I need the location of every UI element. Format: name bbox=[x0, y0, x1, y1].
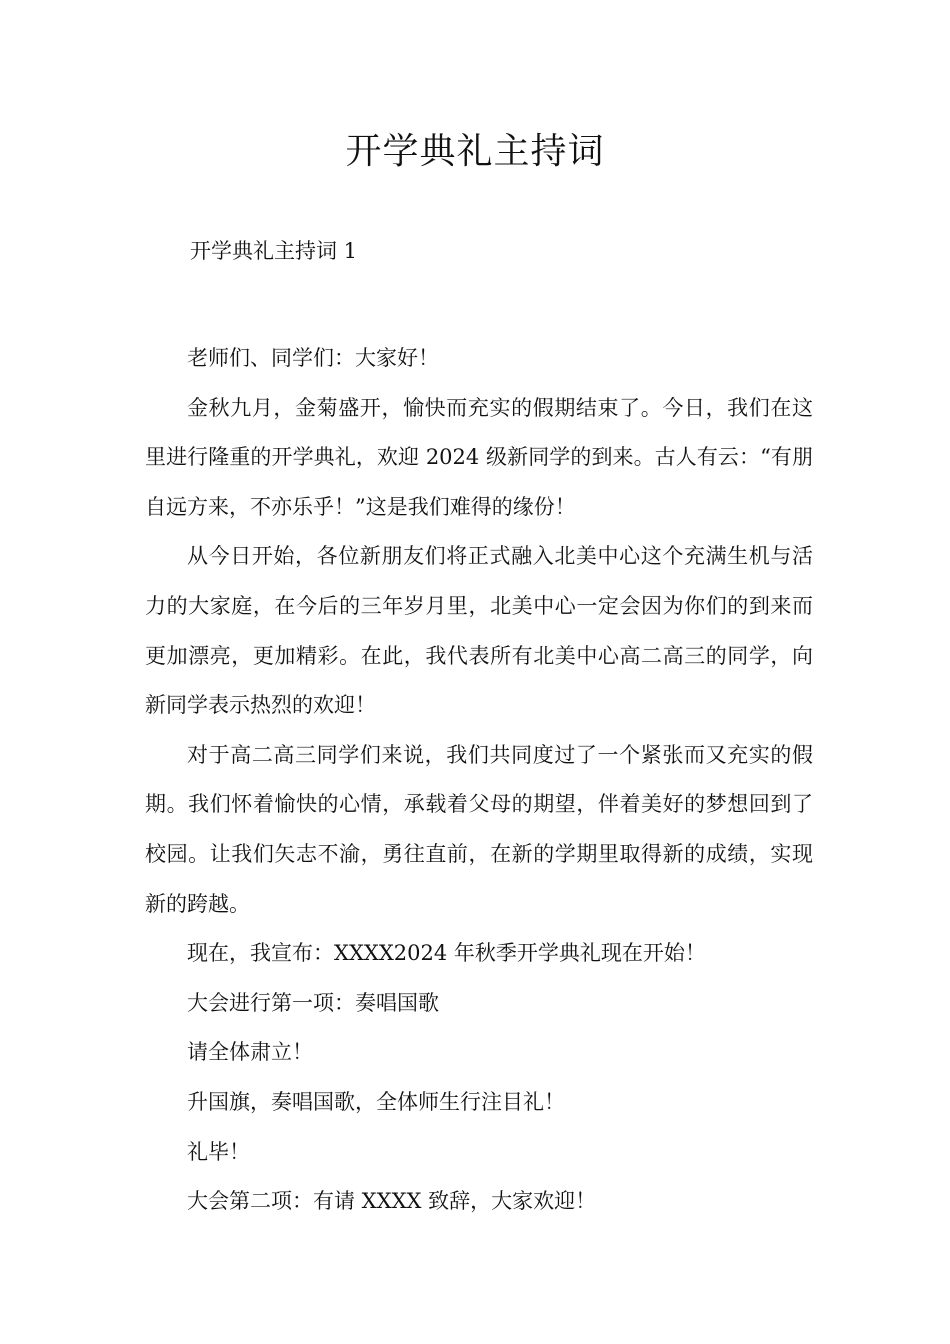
paragraph-greeting: 老师们、同学们：大家好！ bbox=[187, 346, 439, 370]
document-title: 开学典礼主持词 bbox=[345, 131, 605, 172]
paragraph-item-one: 大会进行第一项：奏唱国歌 bbox=[187, 990, 439, 1015]
paragraph-announcement: 现在，我宣布：XXXX2024 年秋季开学典礼现在开始！ bbox=[187, 941, 706, 966]
paragraph-senior-students: 对于高二高三同学们来说，我们共同度过了一个紧张而又充实的假期。我们怀着愉快的心情，承载着父母的期望，伴着美好的梦想回到了校园。让我们矢志不渝，勇往直前，在新的学期里取得新的成绩，实现新的跨越。 bbox=[145, 742, 813, 916]
paragraph-stand: 请全体肃立！ bbox=[187, 1040, 313, 1065]
document-body bbox=[145, 334, 813, 1227]
paragraph-ceremony-end: 礼毕！ bbox=[187, 1139, 250, 1164]
paragraph-flag: 升国旗，奏唱国歌，全体师生行注目礼！ bbox=[187, 1089, 565, 1114]
section-heading: 开学典礼主持词 1 bbox=[190, 239, 358, 263]
paragraph-item-two: 大会第二项：有请 XXXX 致辞，大家欢迎！ bbox=[187, 1189, 597, 1214]
paragraph-new-friends: 从今日开始，各位新朋友们将正式融入北美中心这个充满生机与活力的大家庭，在今后的三年岁月里，北美中心一定会因为你们的到来而更加漂亮，更加精彩。在此，我代表所有北美中心高二高三的同学，向新同学表示热烈的欢迎！ bbox=[145, 544, 813, 718]
paragraph-welcome: 金秋九月，金菊盛开，愉快而充实的假期结束了。今日，我们在这里进行隆重的开学典礼，欢迎 2024 级新同学的到来。古人有云：“有朋自远方来，不亦乐乎！”这是我们难得的缘份！ bbox=[145, 395, 813, 519]
